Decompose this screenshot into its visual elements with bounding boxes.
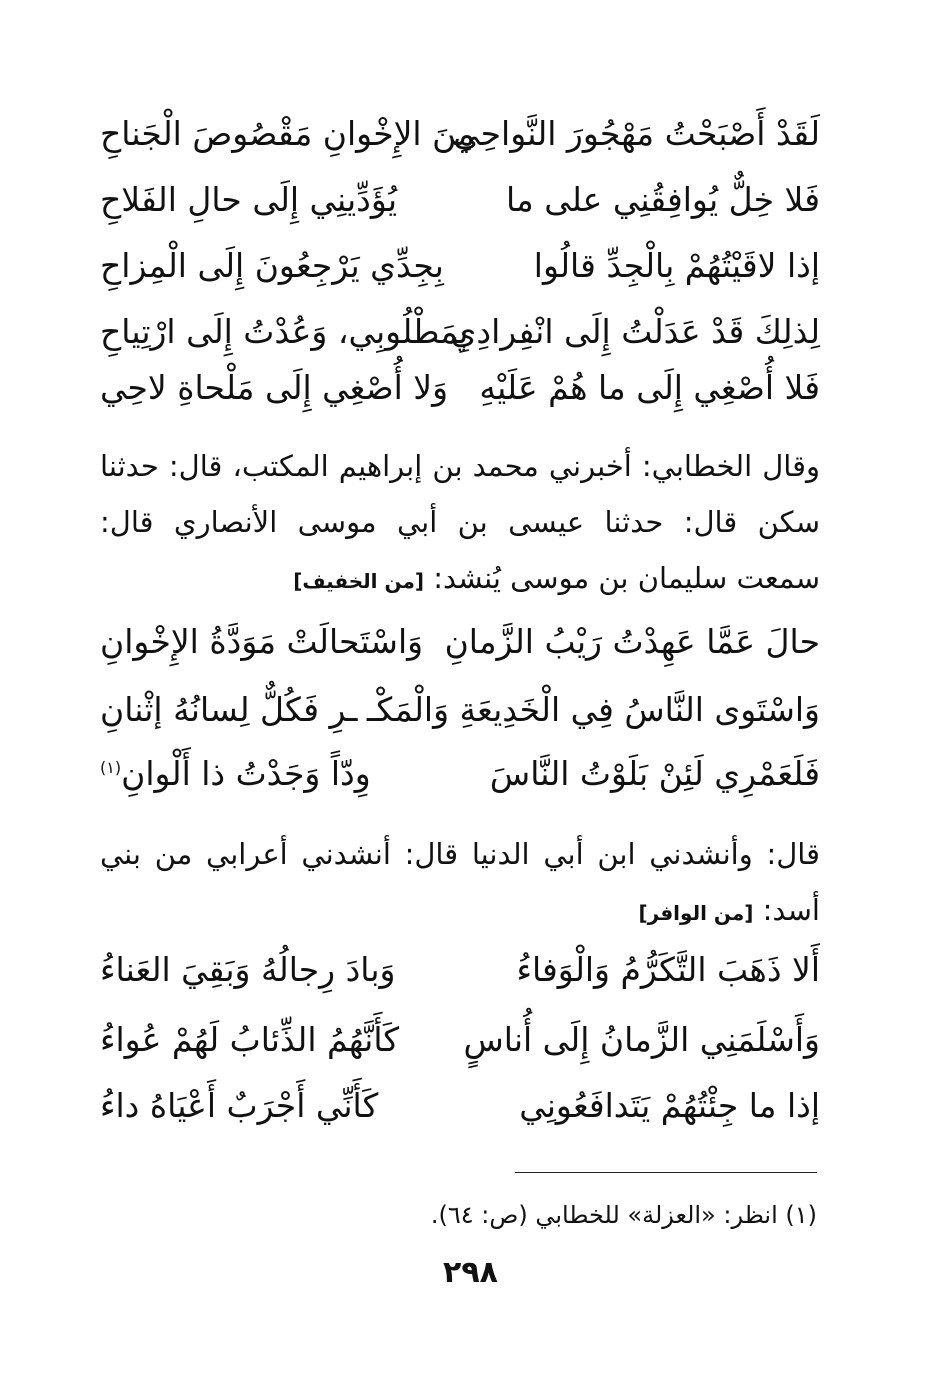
verse-second-hemistich: يُؤَدِّينِي إِلَى حالِ الفَلاحِ	[100, 180, 398, 219]
verse-second-hemistich: بِجِدِّي يَرْجِعُونَ إِلَى الْمِزاحِ	[100, 246, 444, 285]
prose-text: قال: وأنشدني ابن أبي الدنيا قال: أنشدني أعرابي من بني أسد:	[100, 837, 820, 927]
verse-line	[100, 170, 820, 230]
verse-second-hemistich: مِنَ الإِخْوانِ مَقْصُوصَ الْجَناحِ	[100, 114, 475, 153]
verse-second-hemistich: ـرِ فَكُلٌّ لِسانُهُ إثْنانِ	[100, 690, 358, 729]
verse-second-hemistich: كَأَنَّهُمُ الذِّئابُ لَهُمْ عُواءُ	[100, 1020, 400, 1059]
verse-line	[100, 1010, 820, 1070]
verse-line	[100, 236, 820, 296]
prose-paragraph	[100, 826, 820, 938]
verse-line	[100, 612, 820, 672]
page-number: ٢٩٨	[443, 1255, 498, 1290]
verse-first-hemistich: أَلا ذَهَبَ التَّكَرُّمُ وَالْوَفاءُ	[516, 950, 820, 989]
verse-second-hemistich: وَاسْتَحالَتْ مَوَدَّةُ الإِخْوانِ	[100, 622, 424, 661]
verse-first-hemistich: وَأَسْلَمَنِي الزَّمانُ إِلَى أُناسٍ	[463, 1020, 820, 1059]
verse-line	[100, 744, 820, 804]
verse-first-hemistich: فَلا أُصْغِي إِلَى ما هُمْ عَلَيْهِ	[479, 368, 820, 407]
verse-line	[100, 104, 820, 164]
meter-label: [من الخفيف]	[293, 569, 424, 593]
verse-first-hemistich: فَلا خِلٌّ يُوافِقُنِي على ما	[506, 180, 820, 219]
verse-first-hemistich: إذا ما جِئْتُهُمْ يَتَدافَعُونِي	[519, 1086, 820, 1125]
verse-line	[100, 1076, 820, 1136]
verse-second-hemistich: بِمَطْلُوبِي، وَعُدْتُ إِلَى ارْتِياحِ	[100, 312, 469, 351]
verse-first-hemistich: وَاسْتَوى النَّاسُ فِي الْخَدِيعَةِ وَالْمَكْـ	[366, 690, 820, 729]
verse-second-hemistich: وَبادَ رِجالُهُ وَبَقِيَ العَناءُ	[100, 950, 396, 989]
footnote-marker: (١)	[100, 758, 122, 777]
prose-text: وقال الخطابي: أخبرني محمد بن إبراهيم المكتب، قال: حدثنا سكن قال: حدثنا عيسى بن أبي موسى الأنصاري قال: سمعت سليمان بن موسى يُنشد:	[100, 449, 820, 595]
verse-text: وِدّاً وَجَدْتُ ذا أَلْوانِ	[121, 754, 371, 793]
meter-label: [من الوافر]	[638, 901, 754, 925]
verse-first-hemistich: لِذلِكَ قَدْ عَدَلْتُ إِلَى انْفِرادِي	[450, 312, 820, 351]
verse-first-hemistich: فَلَعَمْرِي لَئِنْ بَلَوْتُ النَّاسَ	[489, 754, 820, 793]
footnote-divider	[515, 1172, 817, 1173]
verse-line	[100, 680, 820, 740]
prose-paragraph	[100, 438, 820, 608]
verse-first-hemistich: حالَ عَمَّا عَهِدْتُ رَيْبُ الزَّمانِ	[444, 622, 820, 661]
verse-first-hemistich: لَقَدْ أَصْبَحْتُ مَهْجُورَ النَّواحِي	[453, 114, 820, 153]
verse-first-hemistich: إذا لاقَيْتُهُمْ بِالْجِدِّ قالُوا	[533, 246, 820, 285]
verse-line	[100, 940, 820, 1000]
footnote: (١) انظر: «العزلة» للخطابي (ص: ٦٤).	[430, 1201, 817, 1229]
verse-second-hemistich: كَأَنِّي أَجْرَبٌ أَعْيَاهُ داءُ	[100, 1086, 379, 1125]
verse-line	[100, 358, 820, 418]
verse-second-hemistich: وَلا أُصْغِي إِلَى مَلْحاةِ لاحِي	[100, 368, 449, 407]
verse-line	[100, 302, 820, 362]
verse-second-hemistich	[100, 744, 371, 804]
